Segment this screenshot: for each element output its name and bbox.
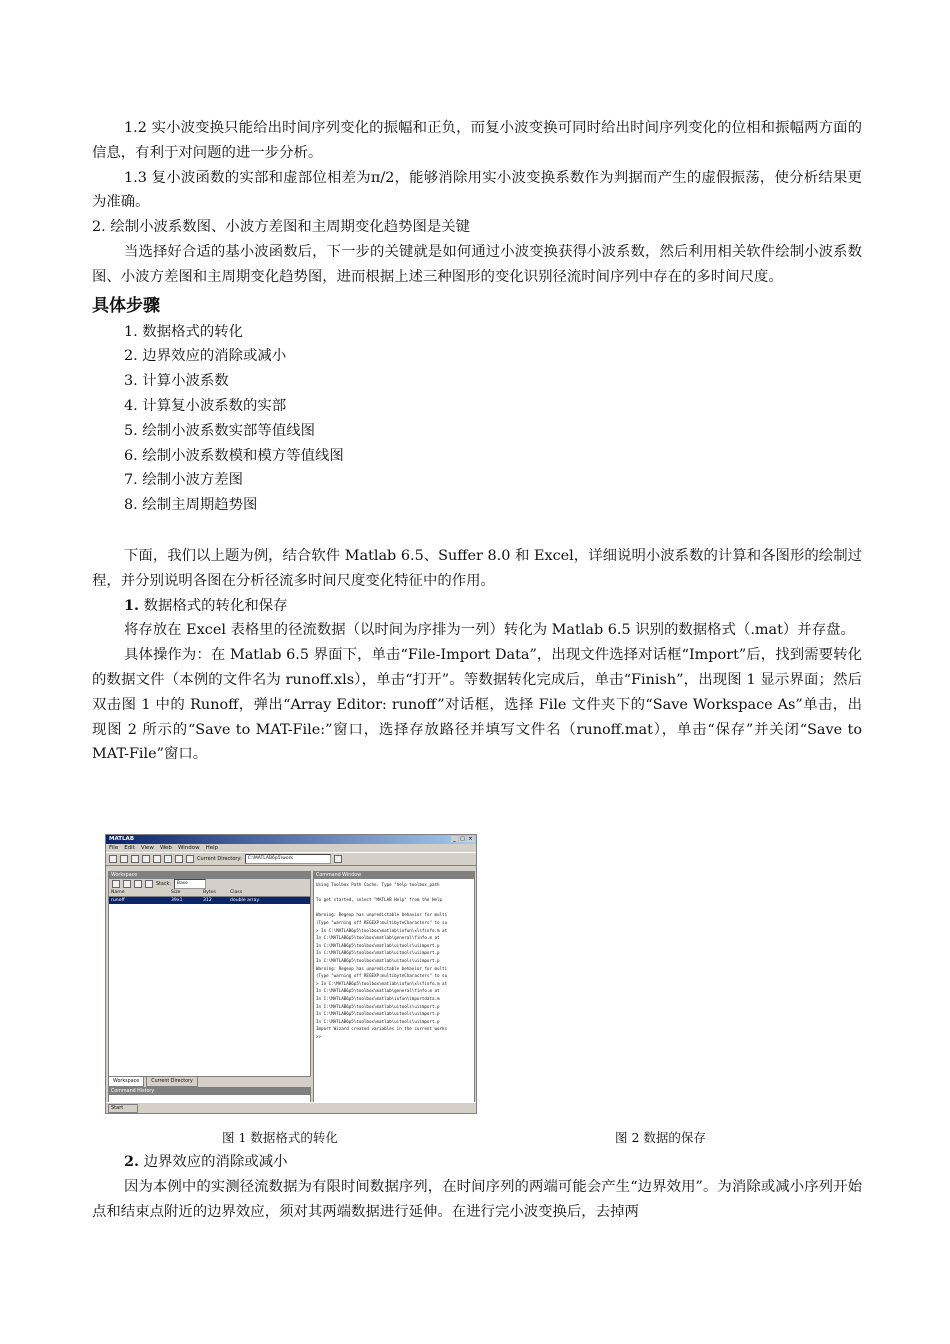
command-line: (Type "warning off REGEXP:multibyteCharacters" to su bbox=[316, 919, 448, 925]
matlab-menubar bbox=[106, 844, 476, 852]
col-class[interactable]: Class bbox=[230, 890, 243, 895]
matlab-start-bar bbox=[106, 1102, 476, 1113]
command-line: In C:\MATLAB6p5\toolbox\matlab\uitools\uiimport.p bbox=[316, 950, 440, 956]
command-line: > In C:\MATLAB6p5\toolbox\matlab\iofun\xlsfinfo.m at bbox=[316, 927, 448, 933]
import-icon[interactable] bbox=[134, 880, 142, 888]
command-window-pane[interactable] bbox=[313, 871, 475, 1103]
paste-icon[interactable] bbox=[153, 855, 161, 863]
workspace-header: Workspace bbox=[109, 872, 310, 879]
stack-select[interactable]: Base bbox=[174, 879, 206, 889]
copy-icon[interactable] bbox=[142, 855, 150, 863]
menu-window[interactable]: Window bbox=[177, 845, 200, 851]
new-file-icon[interactable] bbox=[109, 855, 117, 863]
cell-size: 39x1 bbox=[171, 898, 183, 903]
command-line: To get started, select "MATLAB Help" from the Help bbox=[316, 897, 443, 903]
steps-list bbox=[92, 320, 862, 518]
command-line: Warning: Regexp has unpredictable behavior for multi bbox=[316, 912, 448, 918]
paragraph-2: 当选择好合适的基小波函数后，下一步的关键就是如何通过小波变换获得小波系数，然后利用相关软件绘制小波系数图、小波方差图和主周期变化趋势图，进而根据上述三种图形的变化识别径流时间序列中存在的多时间尺度。 bbox=[92, 243, 862, 285]
command-line: In C:\MATLAB6p5\toolbox\matlab\uitools\uiimport.p bbox=[316, 1018, 440, 1024]
table-row[interactable] bbox=[109, 897, 310, 904]
command-line: Import Wizard created variables in the current works bbox=[316, 1026, 448, 1032]
cell-bytes: 312 bbox=[203, 898, 212, 903]
command-line: In C:\MATLAB6p5\toolbox\matlab\uitools\uiimport.p bbox=[316, 1003, 440, 1009]
matlab-titlebar bbox=[106, 835, 476, 844]
figure-1-caption: 图 1 数据格式的转化 bbox=[222, 1130, 338, 1145]
command-window-header: Command Window bbox=[314, 872, 474, 879]
cell-class: double array bbox=[230, 898, 260, 903]
current-directory-label: Current Directory: bbox=[197, 856, 242, 862]
paragraph-1-2: 1.2 实小波变换只能给出时间序列变化的振幅和正负，而复小波变换可同时给出时间序列变化的位相和振幅两方面的信息，有利于对问题的进一步分析。 bbox=[92, 120, 862, 161]
col-size[interactable]: Size bbox=[171, 890, 181, 895]
command-line bbox=[316, 904, 472, 912]
table-header bbox=[109, 889, 310, 897]
command-line: In C:\MATLAB6p5\toolbox\matlab\uitools\uiimport.p bbox=[316, 942, 440, 948]
step-item: 8. 绘制主周期趋势图 bbox=[124, 497, 258, 514]
step-item: 3. 计算小波系数 bbox=[124, 373, 229, 390]
command-line bbox=[316, 889, 472, 897]
command-history-header: Command History bbox=[109, 1088, 310, 1095]
command-line: In C:\MATLAB6p5\toolbox\matlab\uitools\uiimport.p bbox=[316, 957, 440, 963]
step-item: 2. 边界效应的消除或减小 bbox=[124, 348, 287, 365]
section-2-title: 边界效应的消除或减小 bbox=[139, 1154, 288, 1170]
tab-current-directory[interactable]: Current Directory bbox=[146, 1076, 198, 1087]
help-icon[interactable] bbox=[186, 855, 194, 863]
close-icon[interactable]: × bbox=[468, 836, 473, 842]
save-workspace-icon[interactable] bbox=[123, 880, 131, 888]
command-line: Warning: Regexp has unpredictable behavior for multi bbox=[316, 965, 448, 971]
tab-workspace[interactable]: Workspace bbox=[108, 1076, 144, 1087]
document-body bbox=[92, 116, 862, 767]
current-directory-field[interactable]: C:\MATLAB6p5\work bbox=[245, 854, 331, 864]
command-line: In C:\MATLAB6p5\toolbox\matlab\uitools\uiimport.p bbox=[316, 1011, 440, 1017]
cell-name: runoff bbox=[111, 898, 125, 903]
delete-icon[interactable] bbox=[145, 880, 153, 888]
section-1-heading bbox=[92, 594, 862, 619]
menu-edit[interactable]: Edit bbox=[124, 845, 135, 851]
matlab-title: MATLAB bbox=[109, 836, 135, 842]
start-button[interactable]: Start bbox=[108, 1104, 138, 1113]
intro-paragraph: 下面，我们以上题为例，结合软件 Matlab 6.5、Suffer 8.0 和 Excel，详细说明小波系数的计算和各图形的绘制过程，并分别说明各图在分析径流多时间尺度变化特征中的作用。 bbox=[92, 547, 862, 589]
figure-2-caption: 图 2 数据的保存 bbox=[615, 1130, 706, 1145]
col-bytes[interactable]: Bytes bbox=[203, 890, 216, 895]
step-item: 4. 计算复小波系数的实部 bbox=[124, 397, 287, 414]
steps-heading: 具体步骤 bbox=[92, 295, 160, 316]
section-1-number: 1. bbox=[124, 596, 140, 614]
menu-view[interactable]: View bbox=[140, 845, 154, 851]
section-2 bbox=[92, 1150, 862, 1224]
section-heading-2: 2. 绘制小波系数图、小波方差图和主周期变化趋势图是关键 bbox=[92, 219, 471, 236]
figure-1-matlab-screenshot bbox=[105, 834, 477, 1114]
open-file-icon[interactable] bbox=[120, 855, 128, 863]
workspace-toolbar bbox=[109, 879, 310, 889]
simulink-icon[interactable] bbox=[175, 855, 183, 863]
workspace-tabs bbox=[108, 1076, 309, 1086]
menu-help[interactable]: Help bbox=[205, 845, 219, 851]
step-item: 5. 绘制小波系数实部等值线图 bbox=[124, 422, 315, 439]
section-1-title: 数据格式的转化和保存 bbox=[139, 597, 288, 614]
maximize-icon[interactable]: □ bbox=[460, 836, 465, 842]
step-item: 7. 绘制小波方差图 bbox=[124, 472, 244, 489]
minimize-icon[interactable]: _ bbox=[451, 836, 458, 842]
cut-icon[interactable] bbox=[131, 855, 139, 863]
command-line: In C:\MATLAB6p5\toolbox\matlab\general\finfo.m at bbox=[316, 935, 440, 941]
menu-file[interactable]: File bbox=[109, 845, 119, 851]
command-line: > In C:\MATLAB6p5\toolbox\matlab\iofun\xlsfinfo.m at bbox=[316, 980, 448, 986]
command-line: Using Toolbox Path Cache. Type "help toolbox_path bbox=[316, 882, 440, 887]
command-prompt[interactable]: >> bbox=[316, 1033, 322, 1039]
section-2-paragraph-1: 因为本例中的实测径流数据为有限时间数据序列，在时间序列的两端可能会产生“边界效用”。为消除或减小序列开始点和结束点附近的边界效应，须对其两端数据进行延伸。在进行完小波变换后，去掉两 bbox=[92, 1178, 862, 1220]
section-2-number: 2. bbox=[124, 1153, 140, 1170]
stack-label: Stack: bbox=[156, 881, 171, 887]
workspace-table bbox=[109, 889, 310, 904]
dropdown-arrow-icon[interactable] bbox=[334, 855, 342, 863]
section-1-paragraph-2: 具体操作为：在 Matlab 6.5 界面下，单击“File-Import Data”，出现文件选择对话框“Import”后，找到需要转化的数据文件（本例的文件名为 runoff.xls），单击“打开”。等数据转化完成后，单击“Finish”，出现图 1 显示界面；然后双击图 1 中的 Runoff，弹出“Array Editor: runoff”对话框，选择 File 文件夹下的“Save Workspace As”单击，出现图 2 所示的“Save to MAT-File:”窗口，选择存放路径并填写文件名（runoff.mat），单击“保存”并关闭“Save to MAT-File”窗口。 bbox=[92, 647, 862, 763]
command-line: In C:\MATLAB6p5\toolbox\matlab\general\finfo.m at bbox=[316, 988, 440, 994]
step-item: 1. 数据格式的转化 bbox=[124, 323, 244, 340]
menu-web[interactable]: Web bbox=[159, 845, 172, 851]
paragraph-1-3: 1.3 复小波函数的实部和虚部位相差为π/2，能够消除用实小波变换系数作为判据而产生的虚假振荡，使分析结果更为准确。 bbox=[92, 169, 862, 211]
undo-icon[interactable] bbox=[164, 855, 172, 863]
matlab-window bbox=[105, 834, 477, 1114]
command-line: In C:\MATLAB6p5\toolbox\matlab\iofun\importdata.m bbox=[316, 995, 440, 1001]
matlab-toolbar bbox=[106, 852, 476, 866]
section-1-paragraph-1: 将存放在 Excel 表格里的径流数据（以时间为序排为一列）转化为 Matlab 6.5 识别的数据格式（.mat）并存盘。 bbox=[124, 622, 855, 639]
workspace-pane bbox=[108, 871, 311, 1077]
section-2-heading bbox=[92, 1150, 862, 1175]
col-name[interactable]: Name bbox=[111, 890, 125, 895]
command-history-pane bbox=[108, 1087, 311, 1103]
command-line: (Type "warning off REGEXP:multibyteCharacters" to su bbox=[316, 973, 448, 979]
open-variable-icon[interactable] bbox=[112, 880, 120, 888]
command-output bbox=[314, 879, 474, 1040]
step-item: 6. 绘制小波系数模和模方等值线图 bbox=[124, 447, 344, 464]
